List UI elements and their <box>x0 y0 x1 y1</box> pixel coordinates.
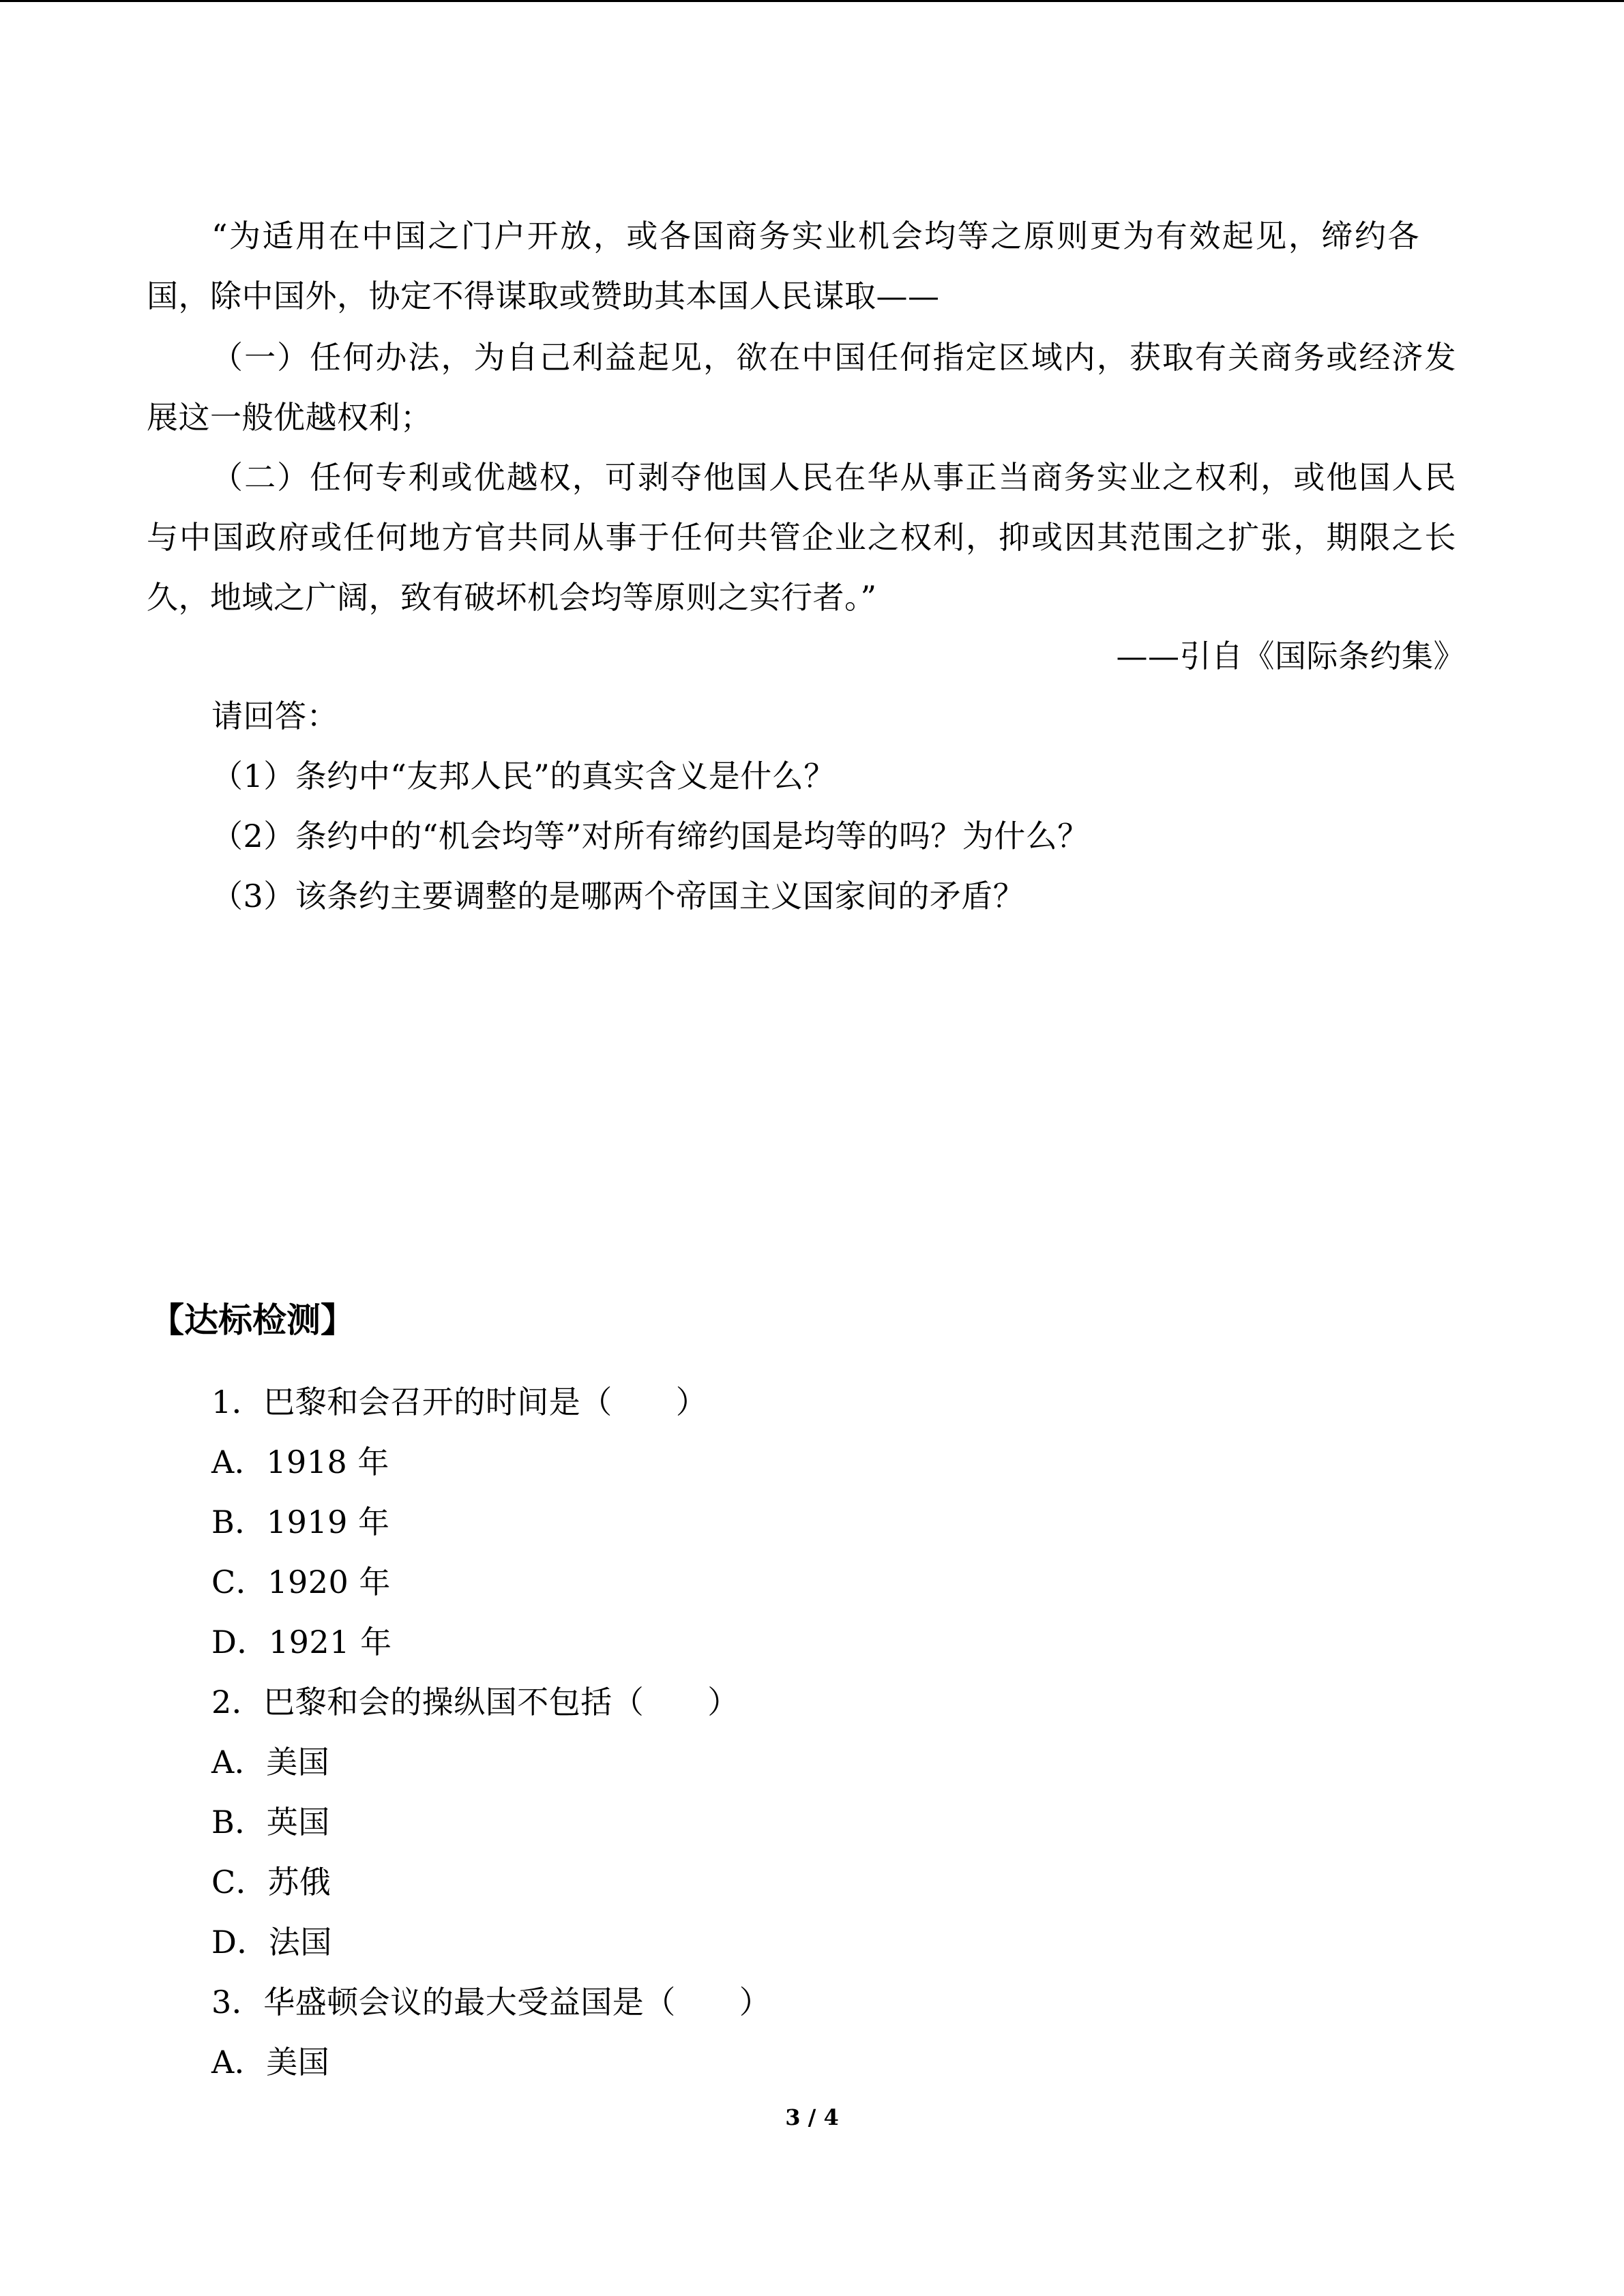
question-2: （2）条约中的“机会均等”对所有缔约国是均等的吗？为什么？ <box>211 818 1089 854</box>
quiz-1-stem: 1．巴黎和会召开的时间是（ ） <box>211 1384 708 1420</box>
passage-line-1: “为适用在中国之门户开放，或各国商务实业机会均等之原则更为有效起见，缔约各 <box>211 218 1419 254</box>
passage-line-2: 国，除中国外，协定不得谋取或赞助其本国人民谋取—— <box>147 278 940 314</box>
passage-line-7: 久，地域之广阔，致有破坏机会均等原则之实行者。” <box>147 579 877 616</box>
section-heading: 【达标检测】 <box>150 1300 355 1340</box>
quiz-1-option-a: A．1918 年 <box>211 1444 389 1480</box>
passage-line-6: 与中国政府或任何地方官共同从事于任何共管企业之权利，抑或因其范围之扩张，期限之长 <box>147 519 1456 556</box>
quiz-2-option-b: B．英国 <box>211 1804 330 1840</box>
passage-source: ——引自《国际条约集》 <box>1116 638 1465 674</box>
question-3: （3）该条约主要调整的是哪两个帝国主义国家间的矛盾？ <box>211 878 1025 914</box>
quiz-2-option-d: D．法国 <box>211 1924 332 1960</box>
page-number: 3 / 4 <box>785 2104 839 2130</box>
quiz-1-option-b: B．1919 年 <box>211 1504 390 1540</box>
passage-line-5: （二）任何专利或优越权，可剥夺他国人民在华从事正当商务实业之权利，或他国人民 <box>211 459 1456 496</box>
quiz-2-option-a: A．美国 <box>211 1744 330 1780</box>
quiz-2-stem: 2．巴黎和会的操纵国不包括（ ） <box>211 1684 739 1720</box>
passage-line-4: 展这一般优越权利； <box>147 399 432 436</box>
quiz-3-stem: 3．华盛顿会议的最大受益国是（ ） <box>211 1984 771 2021</box>
quiz-2-option-c: C．苏俄 <box>211 1864 331 1900</box>
passage-line-3: （一）任何办法，为自己利益起见，欲在中国任何指定区域内，获取有关商务或经济发 <box>211 339 1456 376</box>
quiz-1-option-d: D．1921 年 <box>211 1624 392 1660</box>
questions-prompt: 请回答： <box>211 698 338 734</box>
quiz-1-option-c: C．1920 年 <box>211 1564 391 1600</box>
quiz-3-option-a: A．美国 <box>211 2044 330 2081</box>
question-1: （1）条约中“友邦人民”的真实含义是什么？ <box>211 758 836 794</box>
